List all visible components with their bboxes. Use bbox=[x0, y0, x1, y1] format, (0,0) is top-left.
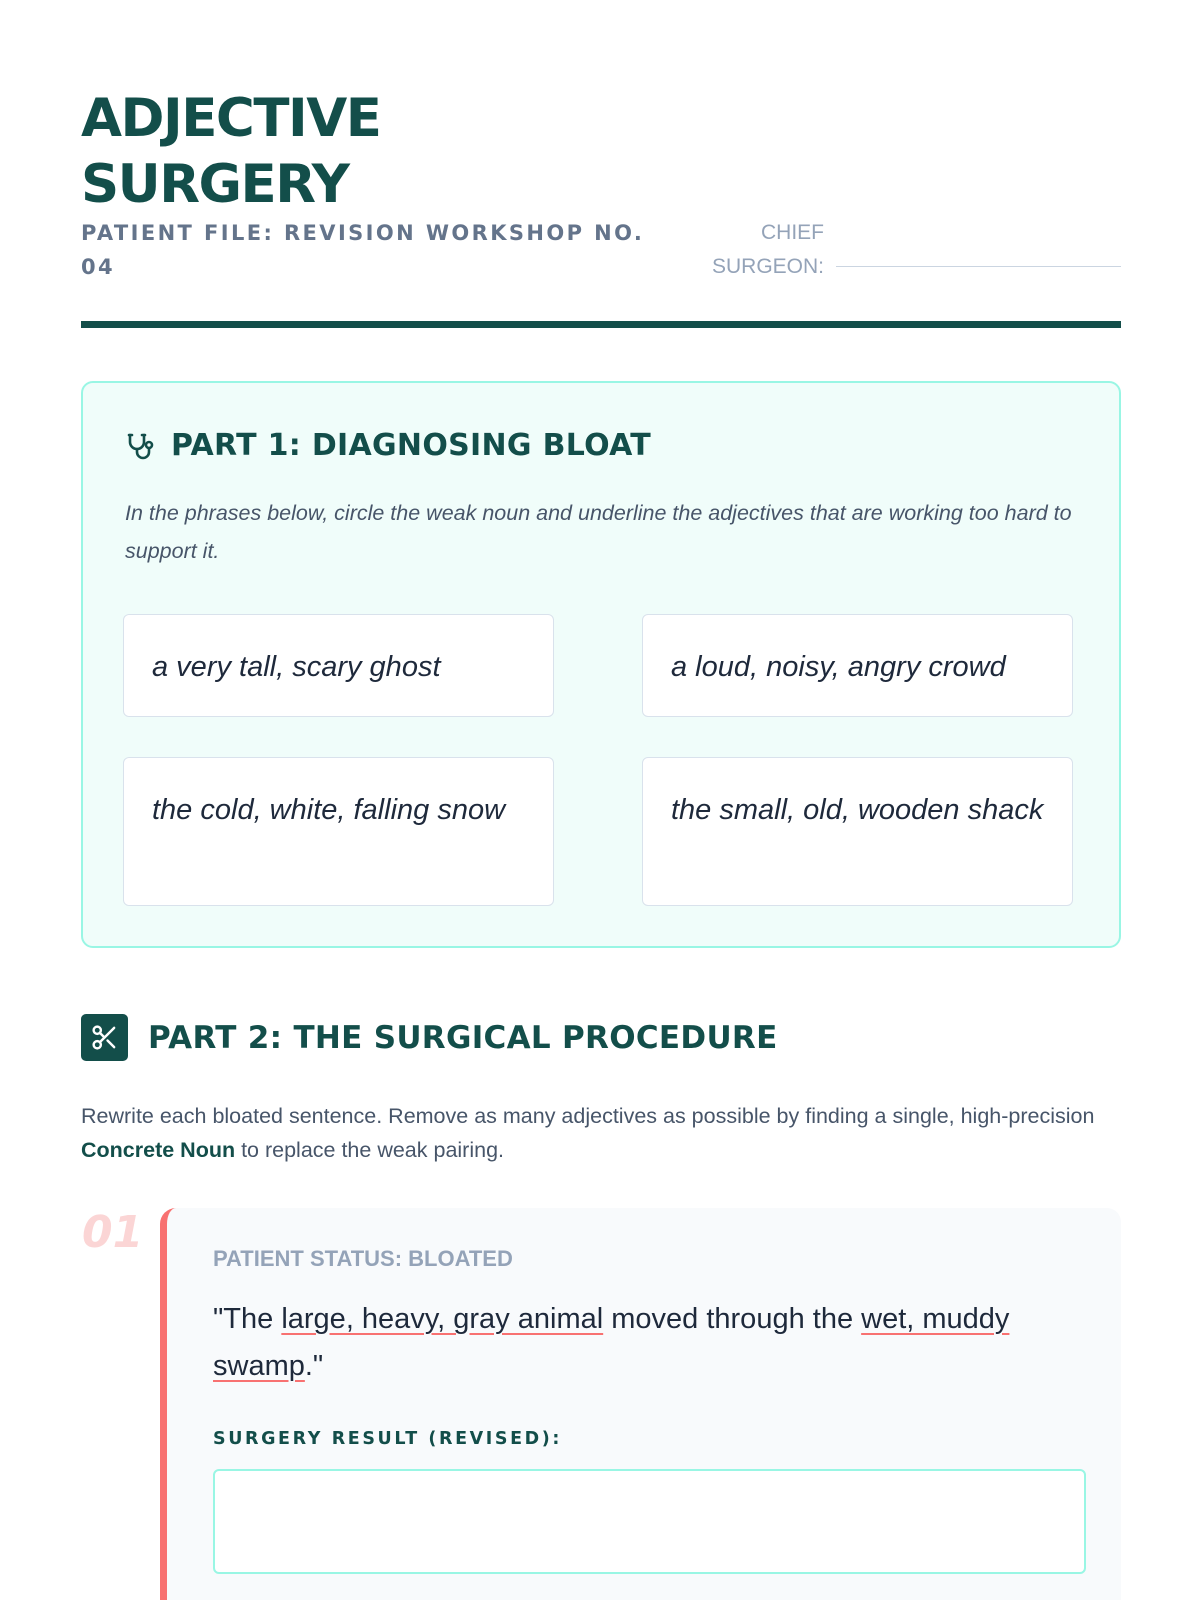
phrase-text: the small, old, wooden shack bbox=[671, 794, 1044, 826]
phrase-card[interactable] bbox=[123, 757, 554, 906]
sentence-text: moved through the bbox=[603, 1303, 862, 1335]
patient-file-subtitle: PATIENT FILE: REVISION WORKSHOP NO. 04 bbox=[81, 221, 645, 279]
phrase-text: a loud, noisy, angry crowd bbox=[671, 651, 1006, 683]
phrase-card[interactable] bbox=[642, 757, 1073, 906]
instructions-text-end: to replace the weak pairing. bbox=[235, 1138, 505, 1162]
sentence-text: ." bbox=[304, 1350, 324, 1382]
chief-surgeon-name-line[interactable] bbox=[836, 266, 1121, 267]
bloated-phrase: wet, muddy swamp bbox=[213, 1303, 1010, 1382]
part1-instructions: In the phrases below, circle the weak noun and underline the adjectives that are working too hard to support it. bbox=[125, 501, 1072, 563]
phrase-text: a very tall, scary ghost bbox=[152, 651, 441, 683]
stethoscope-icon bbox=[125, 431, 157, 463]
phrase-card[interactable] bbox=[642, 614, 1073, 717]
header-divider bbox=[81, 321, 1121, 328]
scissors-icon bbox=[90, 1023, 119, 1052]
part1-title: PART 1: DIAGNOSING BLOAT bbox=[171, 428, 652, 463]
part2-instructions bbox=[81, 1099, 1121, 1167]
bloated-phrase: large, heavy, gray animal bbox=[281, 1303, 604, 1335]
case-card bbox=[160, 1208, 1121, 1600]
case-number: 01 bbox=[82, 1207, 144, 1258]
part1-panel bbox=[81, 381, 1121, 948]
revised-sentence-field[interactable] bbox=[213, 1469, 1086, 1574]
surgery-result-label: SURGERY RESULT (REVISED): bbox=[213, 1429, 562, 1449]
chief-surgeon-label: CHIEF SURGEON: bbox=[711, 221, 824, 278]
phrase-text: the cold, white, falling snow bbox=[152, 794, 506, 826]
patient-status-label: PATIENT STATUS: BLOATED bbox=[213, 1246, 513, 1271]
phrase-card[interactable] bbox=[123, 614, 554, 717]
bloated-sentence bbox=[213, 1296, 1073, 1390]
sentence-text: "The bbox=[213, 1303, 282, 1335]
worksheet-title: ADJECTIVE SURGERY bbox=[81, 88, 381, 215]
instructions-text: Rewrite each bloated sentence. Remove as many adjectives as possible by finding a single, high-precision bbox=[81, 1104, 1095, 1128]
part2-title: PART 2: THE SURGICAL PROCEDURE bbox=[148, 1020, 778, 1056]
concrete-noun-term: Concrete Noun bbox=[81, 1138, 236, 1162]
scissors-icon-box bbox=[81, 1014, 128, 1061]
